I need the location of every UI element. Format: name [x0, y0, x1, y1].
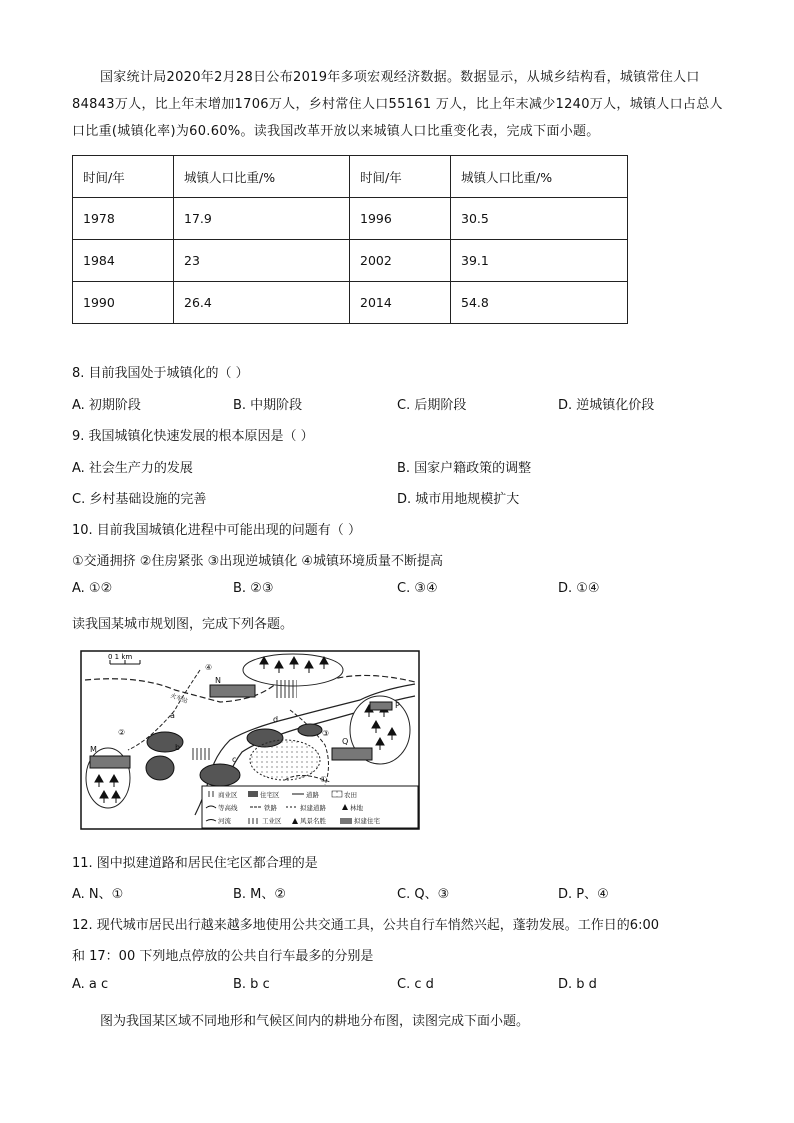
table-header: 时间/年 — [73, 156, 174, 198]
question-9-stem: 9. 我国城镇化快速发展的根本原因是（ ） — [72, 429, 314, 444]
table-cell: 1978 — [73, 198, 174, 240]
table-cell: 30.5 — [451, 198, 628, 240]
table-cell: 26.4 — [174, 282, 350, 324]
farmland-area — [250, 740, 320, 780]
map-label-M: M — [90, 745, 97, 754]
map-legend — [202, 786, 418, 828]
legend-industrial: 工业区 — [262, 817, 282, 825]
planned-residential-M — [90, 756, 130, 768]
legend-contour: 等高线 — [218, 804, 238, 812]
q10-option-a[interactable]: A. ①② — [72, 581, 113, 596]
legend-planned-residential: 拟建住宅 — [354, 817, 380, 825]
legend-planned-road: 拟建道路 — [300, 804, 326, 812]
next-section-intro: 图为我国某区域不同地形和气候区间内的耕地分布图，读图完成下面小题。 — [100, 1014, 530, 1029]
legend-farmland: 农田 — [344, 791, 357, 799]
question-8-stem: 8. 目前我国处于城镇化的（ ） — [72, 366, 249, 381]
intro-paragraph: 国家统计局2020年2月28日公布2019年多项宏观经济数据。数据显示，从城乡结构看，城镇常住人口84843万人，比上年末增加1706万人，乡村常住人口55161 万人，比上年末减少1240万人，城镇人口占总人口比重(城镇化率)为60.60%。读我国改革开放以来城镇人口比重变化表，完成下面小题。 — [72, 70, 723, 139]
industrial-area — [190, 748, 212, 760]
legend-road: 道路 — [306, 791, 319, 799]
urbanization-table — [72, 155, 628, 324]
table-row — [73, 198, 628, 240]
residential-area — [298, 724, 322, 736]
question-10-items: ①交通拥挤 ②住房紧张 ③出现逆城镇化 ④城镇环境质量不断提高 — [72, 554, 444, 569]
q10-option-d[interactable]: D. ①④ — [558, 581, 600, 596]
question-12-stem-line2: 和 17：00 下列地点停放的公共自行车最多的分别是 — [72, 949, 374, 964]
table-cell: 17.9 — [174, 198, 350, 240]
residential-area — [200, 764, 240, 786]
residential-area — [146, 756, 174, 780]
map-label-d: d — [273, 715, 279, 724]
legend-scenic: 风景名胜 — [300, 817, 326, 825]
table-cell: 1984 — [73, 240, 174, 282]
q12-option-b[interactable]: B. b c — [233, 977, 270, 992]
q8-option-d[interactable]: D. 逆城镇化价段 — [558, 398, 655, 413]
map-label-a: a — [170, 711, 175, 720]
q11-option-c[interactable]: C. Q、③ — [397, 887, 450, 902]
q10-option-b[interactable]: B. ②③ — [233, 581, 274, 596]
map-label-4: ④ — [205, 663, 213, 672]
table-header: 城镇人口比重/% — [451, 156, 628, 198]
table-cell: 39.1 — [451, 240, 628, 282]
table-cell: 54.8 — [451, 282, 628, 324]
planned-residential-Q — [332, 748, 372, 760]
legend-railway: 铁路 — [264, 804, 277, 812]
q12-option-c[interactable]: C. c d — [397, 977, 434, 992]
legend-river: 河流 — [218, 817, 231, 825]
q9-option-b[interactable]: B. 国家户籍政策的调整 — [397, 461, 532, 476]
map-label-2: ② — [118, 728, 126, 737]
map-label-Q: Q — [342, 737, 349, 746]
question-11-stem: 11. 图中拟建道路和居民住宅区都合理的是 — [72, 856, 318, 871]
table-row — [73, 240, 628, 282]
planned-residential-P — [370, 702, 392, 710]
map-label-P: P — [395, 701, 400, 710]
q8-option-b[interactable]: B. 中期阶段 — [233, 398, 303, 413]
q11-option-a[interactable]: A. N、① — [72, 887, 124, 902]
q12-option-a[interactable]: A. a c — [72, 977, 109, 992]
table-header: 时间/年 — [350, 156, 451, 198]
map-label-c: c — [232, 755, 237, 764]
q9-option-a[interactable]: A. 社会生产力的发展 — [72, 461, 193, 476]
legend-forest: 林地 — [350, 804, 363, 812]
industrial-area — [275, 680, 297, 698]
legend-residential: 住宅区 — [260, 791, 280, 799]
city-planning-map — [80, 650, 420, 830]
table-cell: 2014 — [350, 282, 451, 324]
table-cell: 23 — [174, 240, 350, 282]
planned-residential-N — [210, 685, 255, 697]
q12-option-d[interactable]: D. b d — [558, 977, 597, 992]
table-cell: 1990 — [73, 282, 174, 324]
question-12-stem-line1: 12. 现代城市居民出行越来越多地使用公共交通工具，公共自行车悄然兴起，蓬勃发展。工作日的6:00 — [72, 918, 660, 933]
map-label-1: ① — [320, 775, 328, 784]
q11-option-d[interactable]: D. P、④ — [558, 887, 609, 902]
q8-option-c[interactable]: C. 后期阶段 — [397, 398, 467, 413]
q9-option-c[interactable]: C. 乡村基础设施的完善 — [72, 492, 207, 507]
q9-option-d[interactable]: D. 城市用地规模扩大 — [397, 492, 520, 507]
q10-option-c[interactable]: C. ③④ — [397, 581, 438, 596]
table-header-row — [73, 156, 628, 198]
map-label-b: b — [175, 743, 181, 752]
table-cell: 1996 — [350, 198, 451, 240]
map-label-station: 火车站 — [169, 692, 189, 706]
map-label-N: N — [215, 676, 221, 685]
q8-option-a[interactable]: A. 初期阶段 — [72, 398, 141, 413]
q11-option-b[interactable]: B. M、② — [233, 887, 287, 902]
table-header: 城镇人口比重/% — [174, 156, 350, 198]
scale-label: 0 1 km — [108, 653, 133, 661]
question-10-stem: 10. 目前我国城镇化进程中可能出现的问题有（ ） — [72, 523, 361, 538]
legend-commercial: 商业区 — [218, 791, 238, 799]
map-label-3: ③ — [322, 729, 330, 738]
table-row — [73, 282, 628, 324]
table-cell: 2002 — [350, 240, 451, 282]
map-intro: 读我国某城市规划图，完成下列各题。 — [72, 617, 294, 632]
